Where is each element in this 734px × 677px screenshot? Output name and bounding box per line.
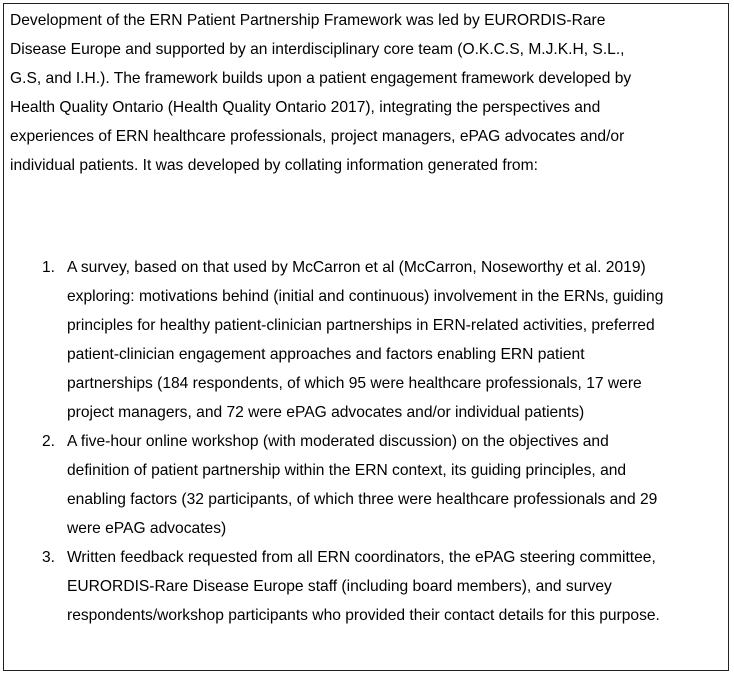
list-line: partnerships (184 respondents, of which 95 were healthcare professionals, 17 were bbox=[67, 375, 642, 392]
numbered-list bbox=[0, 253, 663, 630]
intro-line: G.S, and I.H.). The framework builds upon a patient engagement framework developed by bbox=[10, 70, 632, 87]
list-item bbox=[0, 543, 663, 630]
list-number: 1. bbox=[42, 259, 56, 276]
list-item bbox=[0, 427, 663, 543]
list-line: definition of patient partnership within the ERN context, its guiding principles, and bbox=[67, 462, 627, 479]
list-line: principles for healthy patient-clinician partnerships in ERN-related activities, preferred bbox=[67, 317, 655, 334]
intro-line: Health Quality Ontario (Health Quality Ontario 2017), integrating the perspectives and bbox=[10, 99, 601, 116]
list-line: exploring: motivations behind (initial and continuous) involvement in the ERNs, guiding bbox=[67, 288, 664, 305]
list-line: EURORDIS-Rare Disease Europe staff (including board members), and survey bbox=[67, 578, 612, 595]
intro-line: Development of the ERN Patient Partnership Framework was led by EURORDIS-Rare bbox=[10, 12, 606, 29]
intro-line: individual patients. It was developed by collating information generated from: bbox=[10, 157, 538, 174]
list-number: 2. bbox=[42, 433, 56, 450]
list-line: project managers, and 72 were ePAG advocates and/or individual patients) bbox=[67, 404, 585, 421]
list-line: enabling factors (32 participants, of which three were healthcare professionals and 29 bbox=[67, 491, 658, 508]
intro-line: experiences of ERN healthcare professionals, project managers, ePAG advocates and/or bbox=[10, 128, 625, 145]
list-line: A survey, based on that used by McCarron et al (McCarron, Noseworthy et al. 2019) bbox=[67, 259, 646, 276]
list-line: A five-hour online workshop (with moderated discussion) on the objectives and bbox=[67, 433, 609, 450]
list-line: were ePAG advocates) bbox=[67, 520, 227, 537]
intro-paragraph bbox=[10, 6, 631, 180]
intro-line: Disease Europe and supported by an interdisciplinary core team (O.K.C.S, M.J.K.H, S.L., bbox=[10, 41, 625, 58]
list-line: respondents/workshop participants who provided their contact details for this purpose. bbox=[67, 607, 660, 624]
list-item bbox=[0, 253, 663, 427]
list-line: Written feedback requested from all ERN coordinators, the ePAG steering committee, bbox=[67, 549, 656, 566]
list-number: 3. bbox=[42, 549, 56, 566]
list-line: patient-clinician engagement approaches and factors enabling ERN patient bbox=[67, 346, 585, 363]
